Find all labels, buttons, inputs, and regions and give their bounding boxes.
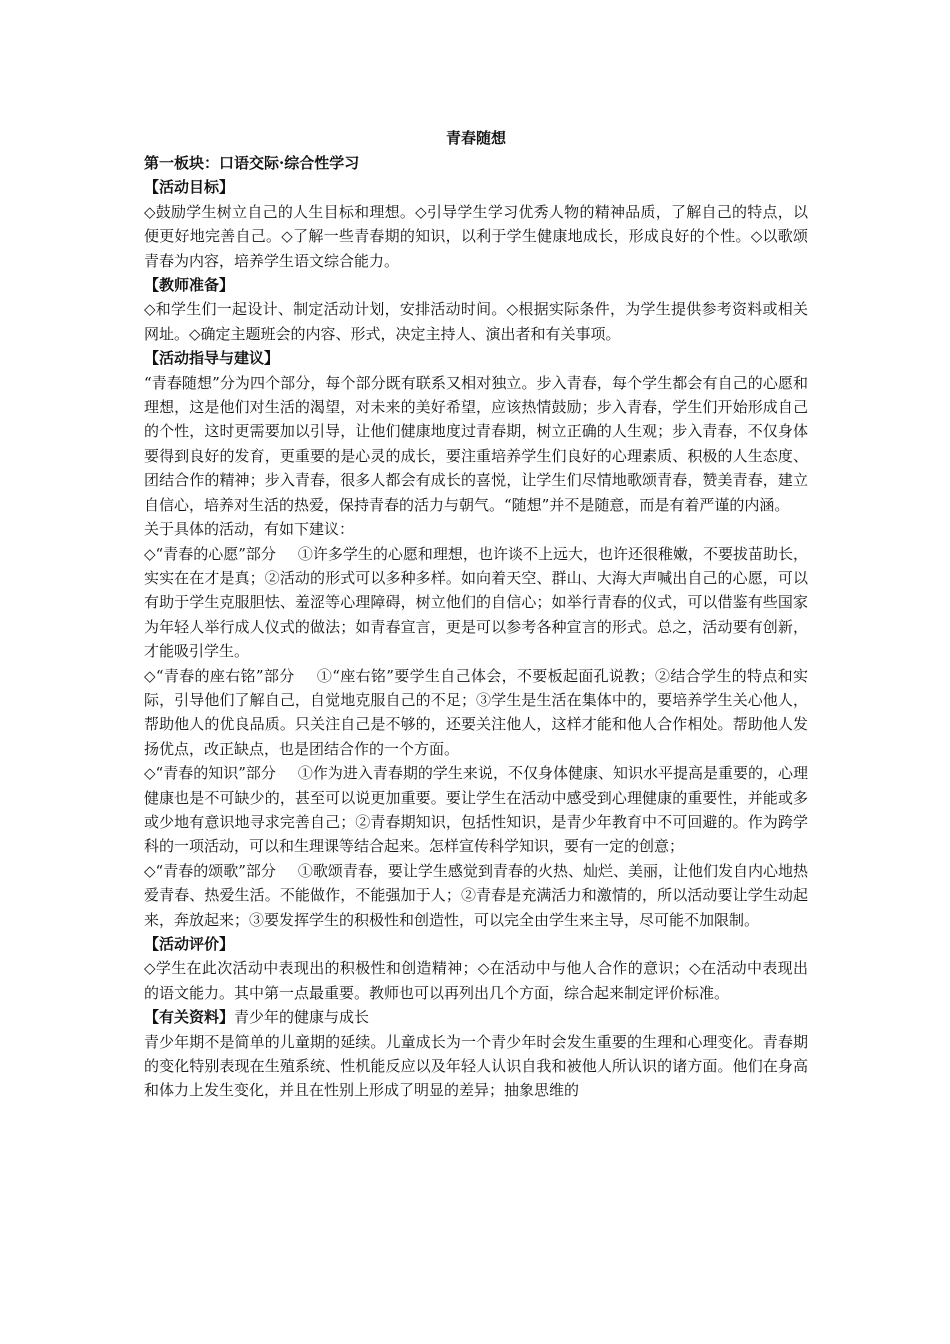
materials-heading-line [144, 1005, 808, 1029]
evaluation-text: ◇学生在此次活动中表现出的积极性和创造精神；◇在活动中与他人合作的意识；◇在活动中表现出的语文能力。其中第一点最重要。教师也可以再列出几个方面，综合起来制定评价标准。 [144, 959, 808, 1002]
goals-text: ◇鼓励学生树立自己的人生目标和理想。◇引导学生学习优秀人物的精神品质，了解自己的特点，以便更好地完善自己。◇了解一些青春期的知识，以利于学生健康地成长，形成良好的个性。◇以歌颂青春为内容，培养学生语文综合能力。 [144, 202, 808, 270]
guidance-heading: 【活动指导与建议】 [144, 349, 280, 368]
suggestion-label: ◇“青春的颂歌”部分 [144, 861, 276, 880]
suggestion-text: ①歌颂青春，要让学生感觉到青春的火热、灿烂、美丽，让他们发自内心地热爱青春、热爱生活。不能做作，不能强加于人；②青春是充满活力和激情的，所以活动要让学生动起来，奔放起来；③要发挥学生的积极性和创造性，可以完全由学生来主导，尽可能不加限制。 [144, 861, 808, 929]
materials-text: 青少年期不是简单的儿童期的延续。儿童成长为一个青少年时会发生重要的生理和心理变化。青春期的变化特别表现在生殖系统、性机能反应以及年轻人认识自我和被他人所认识的诸方面。他们在身高和体力上发生变化，并且在性别上形成了明显的差异；抽象思维的 [144, 1032, 808, 1100]
teacher-prep-text: ◇和学生们一起设计、制定活动计划，安排活动时间。◇根据实际条件，为学生提供参考资料或相关网址。◇确定主题班会的内容、形式，决定主持人、演出者和有关事项。 [144, 300, 808, 343]
suggestion-item-wish [144, 542, 808, 664]
materials-heading: 【有关资料】 [144, 1008, 235, 1027]
suggestion-text: ①作为进入青春期的学生来说，不仅身体健康、知识水平提高是重要的，心理健康也是不可缺少的，甚至可以说更加重要。要让学生在活动中感受到心理健康的重要性，并能或多或少地有意识地寻求完善自己；②青春期知识，包括性知识，是青少年教育中不可回避的。作为跨学科的一项活动，可以和生理课等结合起来。怎样宣传科学知识，要有一定的创意； [144, 764, 808, 856]
suggestion-item-motto [144, 664, 808, 762]
section-heading: 第一板块：口语交际·综合性学习 [144, 154, 360, 172]
document-page [144, 125, 808, 1103]
teacher-prep-heading: 【教师准备】 [144, 276, 235, 295]
suggestion-item-knowledge [144, 761, 808, 859]
evaluation-heading: 【活动评价】 [144, 935, 235, 953]
suggestion-lead: 关于具体的活动，有如下建议： [144, 520, 355, 539]
suggestion-text: ①“座右铭”要学生自己体会，不要板起面孔说教；②结合学生的特点和实际，引导他们了解自己，自觉地克服自己的不足；③学生是生活在集体中的，要培养学生关心他人，帮助他人的优良品质。只关注自己是不够的，还要关注他人，这样才能和他人合作相处。帮助他人发扬优点，改正缺点，也是团结合作的一个方面。 [144, 666, 809, 758]
document-title: 青春随想 [445, 129, 506, 147]
guidance-intro: “青春随想”分为四个部分，每个部分既有联系又相对独立。步入青春，每个学生都会有自己的心愿和理想，这是他们对生活的渴望，对未来的美好希望，应该热情鼓励；步入青春，学生们开始形成自己的个性，这时更需要加以引导，让他们健康地度过青春期，树立正确的人生观；步入青春，不仅身体要得到良好的发育，更重要的是心灵的成长，要注重培养学生们良好的心理素质、积极的人生态度、团结合作的精神；步入青春，很多人都会有成长的喜悦，让学生们尽情地歌颂青春，赞美青春，建立自信心，培养对生活的热爱，保持青春的活力与朝气。“随想”并不是随意，而是有着严谨的内涵。 [144, 373, 808, 514]
suggestion-label: ◇“青春的知识”部分 [144, 764, 276, 783]
suggestion-label: ◇“青春的座右铭”部分 [144, 666, 295, 685]
suggestion-label: ◇“青春的心愿”部分 [144, 544, 276, 563]
suggestion-text: ①许多学生的心愿和理想，也许谈不上远大，也许还很稚嫩，不要拔苗助长，实实在在才是真；②活动的形式可以多种多样。如向着天空、群山、大海大声喊出自己的心愿，可以有助于学生克服胆怯、羞涩等心理障碍，树立他们的自信心；如举行青春的仪式，可以借鉴有些国家为年轻人举行成人仪式的做法；如青春宣言，更是可以参考各种宣言的形式。总之，活动要有创新，才能吸引学生。 [144, 544, 808, 661]
goals-heading: 【活动目标】 [144, 178, 235, 197]
materials-subtitle: 青少年的健康与成长 [234, 1008, 370, 1027]
suggestion-item-ode [144, 859, 808, 932]
